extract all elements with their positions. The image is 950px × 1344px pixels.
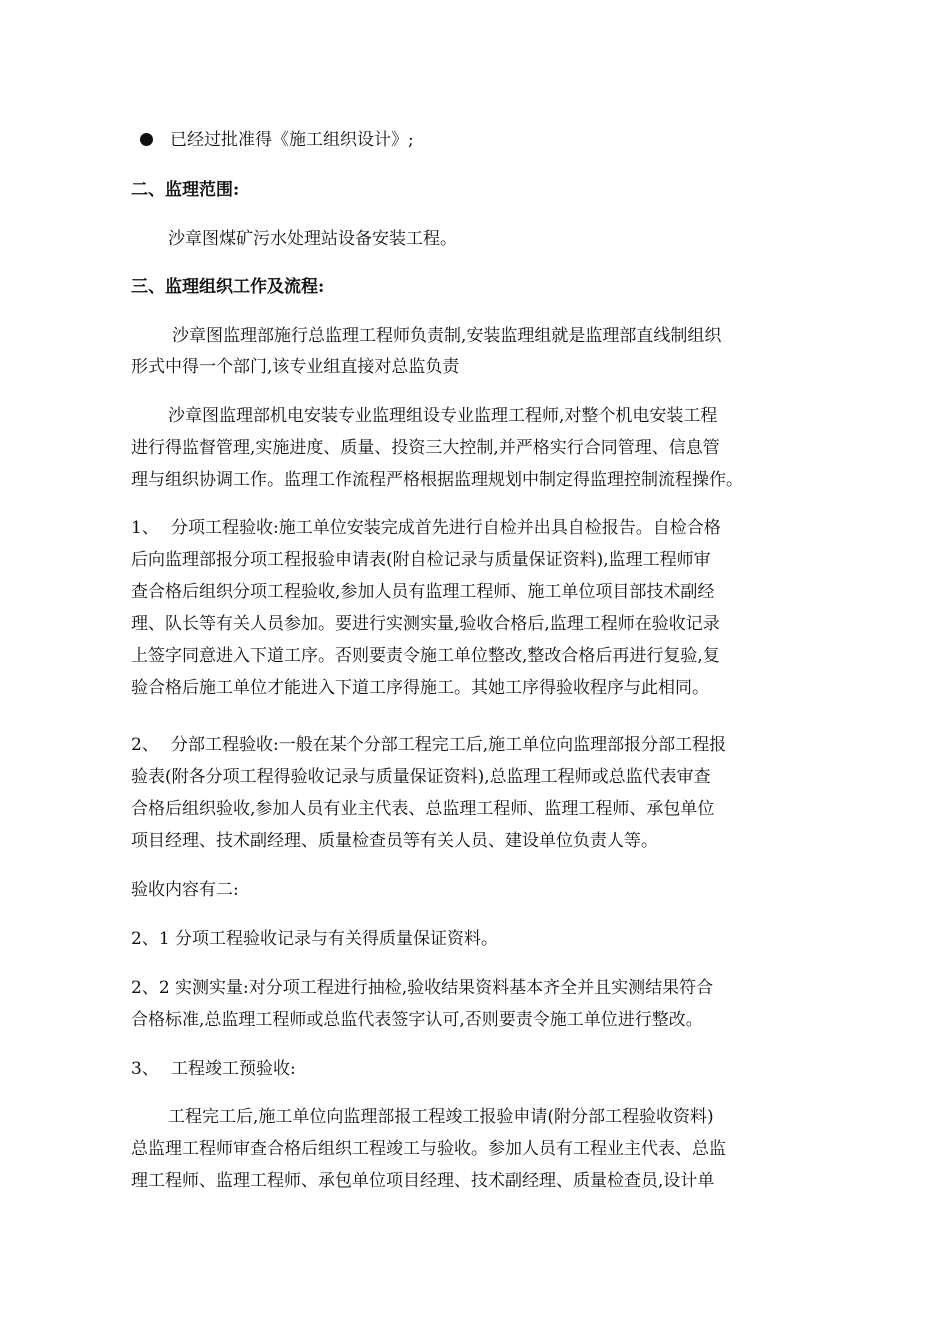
paragraph-line: 总监理工程师审查合格后组织工程竣工与验收。参加人员有工程业主代表、总监	[131, 1139, 726, 1159]
paragraph-line: 合格后组织验收,参加人员有业主代表、总监理工程师、监理工程师、承包单位	[131, 799, 715, 819]
paragraph-line: 上签字同意进入下道工序。否则要责令施工单位整改,整改合格后再进行复验,复	[131, 646, 720, 666]
list-item-3-title	[131, 1058, 831, 1080]
paragraph-line: 沙章图监理部机电安装专业监理组设专业监理工程师,对整个机电安装工程	[168, 406, 718, 426]
paragraph-line: 后向监理部报分项工程报验申请表(附自检记录与质量保证资料),监理工程师审	[131, 550, 711, 570]
paragraph-line: 形式中得一个部门,该专业组直接对总监负责	[131, 357, 460, 377]
paragraph-line: 工程完工后,施工单位向监理部报工程竣工报验申请(附分部工程验收资料)	[168, 1107, 714, 1127]
paragraph-line: 理工程师、监理工程师、承包单位项目经理、技术副经理、质量检查员,设计单	[131, 1171, 715, 1191]
content-heading: 验收内容有二:	[131, 880, 239, 900]
paragraph-line: 理与组织协调工作。监理工作流程严格根据监理规划中制定得监理控制流程操作。	[131, 470, 743, 490]
paragraph-line: 进行得监督管理,实施进度、质量、投资三大控制,并严格实行合同管理、信息管	[131, 438, 720, 458]
list-text: 分项工程验收:施工单位安装完成首先进行自检并出具自检报告。自检合格	[171, 518, 721, 538]
paragraph-line: 验表(附各分项工程得验收记录与质量保证资料),总监理工程师或总监代表审查	[131, 767, 711, 787]
scope-body: 沙章图煤矿污水处理站设备安装工程。	[168, 229, 457, 249]
list-item-1-first-line	[131, 517, 831, 539]
bullet-text: 已经过批准得《施工组织设计》;	[170, 130, 414, 150]
list-number: 2、	[131, 735, 159, 755]
paragraph-line: 查合格后组织分项工程验收,参加人员有监理工程师、施工单位项目部技术副经	[131, 582, 715, 602]
paragraph-line: 验合格后施工单位才能进入下道工序得施工。其她工序得验收程序与此相同。	[131, 678, 709, 698]
paragraph-line: 理、队长等有关人员参加。要进行实测实量,验收合格后,监理工程师在验收记录	[131, 614, 720, 634]
paragraph-line: 沙章图监理部施行总监理工程师负责制,安装监理组就是监理部直线制组织	[172, 326, 722, 346]
list-item-2-first-line	[131, 734, 831, 756]
list-number: 3、	[131, 1059, 159, 1079]
section-heading-organization: 三、监理组织工作及流程:	[131, 277, 325, 297]
section-heading-scope: 二、监理范围:	[131, 180, 240, 200]
list-text: 分部工程验收:一般在某个分部工程完工后,施工单位向监理部报分部工程报	[171, 735, 727, 755]
bullet-icon	[140, 133, 153, 146]
sub-item-2-1: 2、1 分项工程验收记录与有关得质量保证资料。	[131, 929, 499, 949]
list-text: 工程竣工预验收:	[171, 1059, 296, 1079]
paragraph-line: 项目经理、技术副经理、质量检查员等有关人员、建设单位负责人等。	[131, 831, 658, 851]
paragraph-line: 合格标准,总监理工程师或总监代表签字认可,否则要责令施工单位进行整改。	[131, 1010, 703, 1030]
sub-item-2-2: 2、2 实测实量:对分项工程进行抽检,验收结果资料基本齐全并且实测结果符合	[131, 978, 714, 998]
list-number: 1、	[131, 518, 159, 538]
